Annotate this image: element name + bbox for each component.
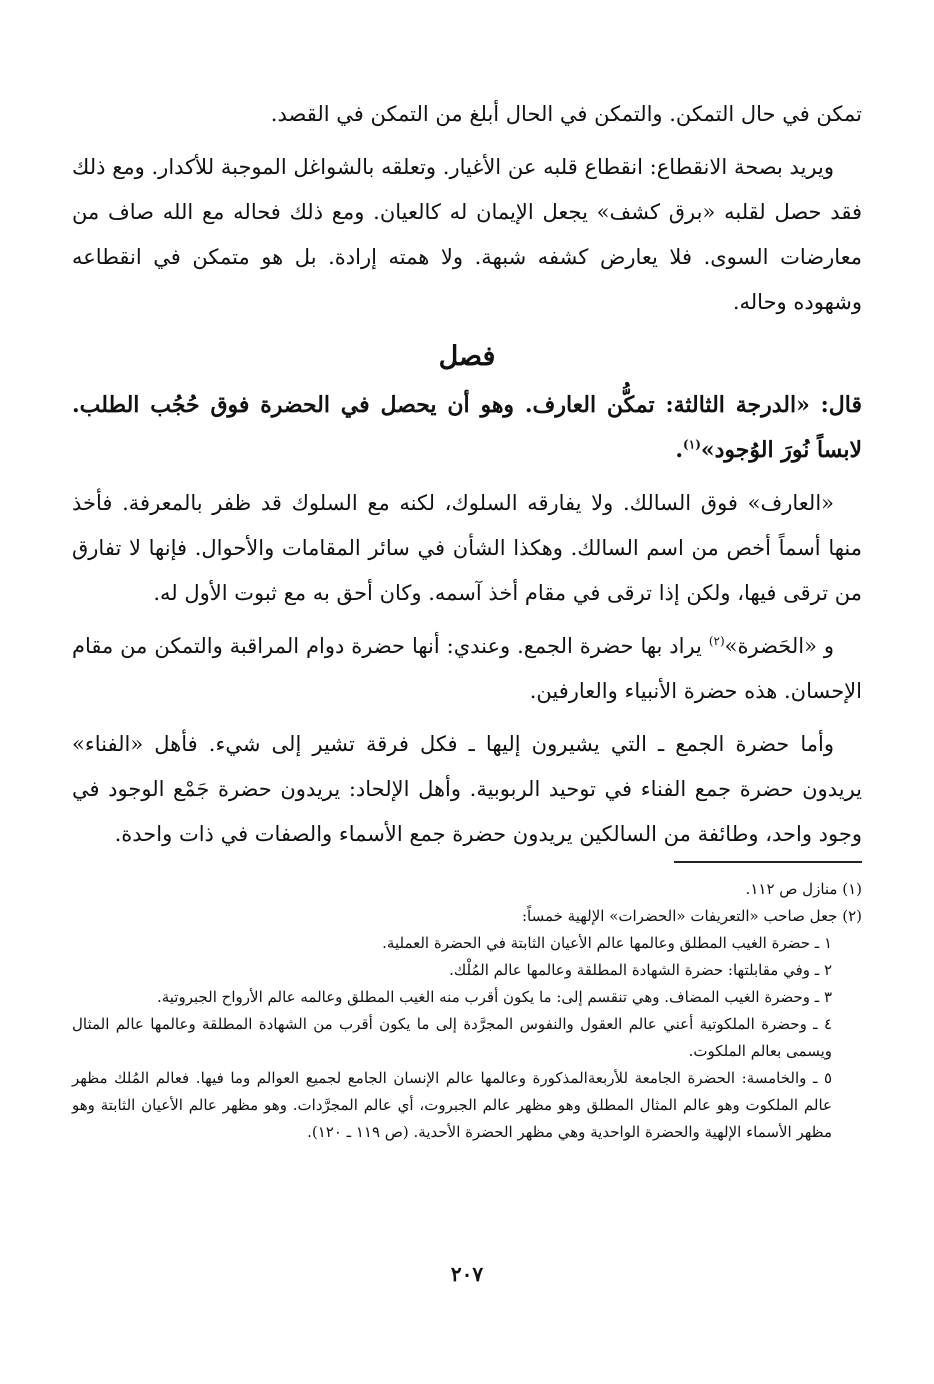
quote-body: «الدرجة الثالثة: تمكُّن العارف. وهو أن يحصل في الحضرة فوق حُجُب الطلب. لابساً نُورَ الوُجود» (72, 392, 862, 463)
page-number: ٢٠٧ (450, 1262, 484, 1286)
hadra-rest: يراد بها حضرة الجمع. وعندي: أنها حضرة دوام المراقبة والتمكن من مقام الإحسان. هذه حضرة الأنبياء والعارفين. (72, 634, 862, 703)
footnote-2: (٢) جعل صاحب «التعريفات «الحضرات» الإلهية خمساً: (521, 907, 862, 925)
quoted-text (72, 383, 862, 473)
footnote-2-item-3: ٣ ـ وحضرة الغيب المضاف. وهي تنقسم إلى: ما يكون أقرب منه الغيب المطلق وعالمه عالم الأرواح الجبروتية. (156, 988, 832, 1006)
footnote-2-item-4: ٤ ـ وحضرة الملكوتية أعني عالم العقول والنفوس المجرَّدة إلى ما يكون أقرب من الشهادة المطلقة وعالمها عالم المثال ويسمى بعالم الملكوت. (72, 1015, 832, 1060)
quote-lead: قال: (820, 392, 862, 418)
footnote-divider (674, 861, 862, 863)
footnotes (72, 876, 862, 1146)
paragraph-1: تمكن في حال التمكن. والتمكن في الحال أبلغ من التمكن في القصد. (270, 102, 862, 126)
hadra-term: و «الحَضرة» (724, 634, 834, 658)
paragraph-3: «العارف» فوق السالك. ولا يفارقه السلوك، لكنه مع السلوك قد ظفر بالمعرفة. فأخذ منها أسماً أخص من اسم السالك. وهكذا الشأن في سائر المقامات والأحوال. فإنها لا تفارق من ترقى فيها، ولكن إذا ترقى في مقام أخذ آسمه. وكان أحق به مع ثبوت الأول له. (72, 491, 862, 605)
footnote-2-item-2: ٢ ـ وفي مقابلتها: حضرة الشهادة المطلقة وعالمها عالم المُلْك. (449, 961, 832, 979)
footnote-ref-2: (٢) (708, 634, 725, 648)
footnote-ref-1: (١) (683, 437, 701, 452)
paragraph-2: ويريد بصحة الانقطاع: انقطاع قلبه عن الأغيار. وتعلقه بالشواغل الموجبة للأكدار. ومع ذلك فقد حصل لقلبه «برق كشف» يجعل الإيمان له كالعيان. ومع ذلك فحاله مع الله صاف من معارضات السوى. فلا يعارض كشفه شبهة. ولا همته إرادة. بل هو متمكن في انقطاعه وشهوده وحاله. (72, 155, 862, 314)
paragraph-5: وأما حضرة الجمع ـ التي يشيرون إليها ـ فكل فرقة تشير إلى شيء. فأهل «الفناء» يريدون حضرة جمع الفناء في توحيد الربوبية. وأهل الإلحاد: يريدون حضرة جَمْع الوجود في وجود واحد، وطائفة من السالكين يريدون حضرة جمع الأسماء والصفات في ذات واحدة. (72, 732, 862, 846)
quote-end: . (675, 437, 684, 463)
footnote-2-item-1: ١ ـ حضرة الغيب المطلق وعالمها عالم الأعيان الثابتة في الحضرة العملية. (382, 934, 832, 952)
paragraph-4 (72, 624, 862, 714)
footnote-2-item-5: ٥ ـ والخامسة: الحضرة الجامعة للأربعةالمذكورة وعالمها عالم الإنسان الجامع لجميع العوالم وما فيها. فعالم المُلك مظهر عالم الملكوت وهو عالم المثال المطلق وهو مظهر عالم الجبروت، أي عالم المجرَّدات. وهو مظهر عالم الأعيان الثابتة وهو مظهر الأسماء الإلهية والحضرة الواحدية وهي مظهر الحضرة الأحدية. (ص ١١٩ ـ ١٢٠). (72, 1069, 832, 1141)
footnote-1: (١) منازل ص ١١٢. (745, 880, 862, 898)
section-heading: فصل (438, 341, 496, 372)
main-text (72, 92, 862, 865)
